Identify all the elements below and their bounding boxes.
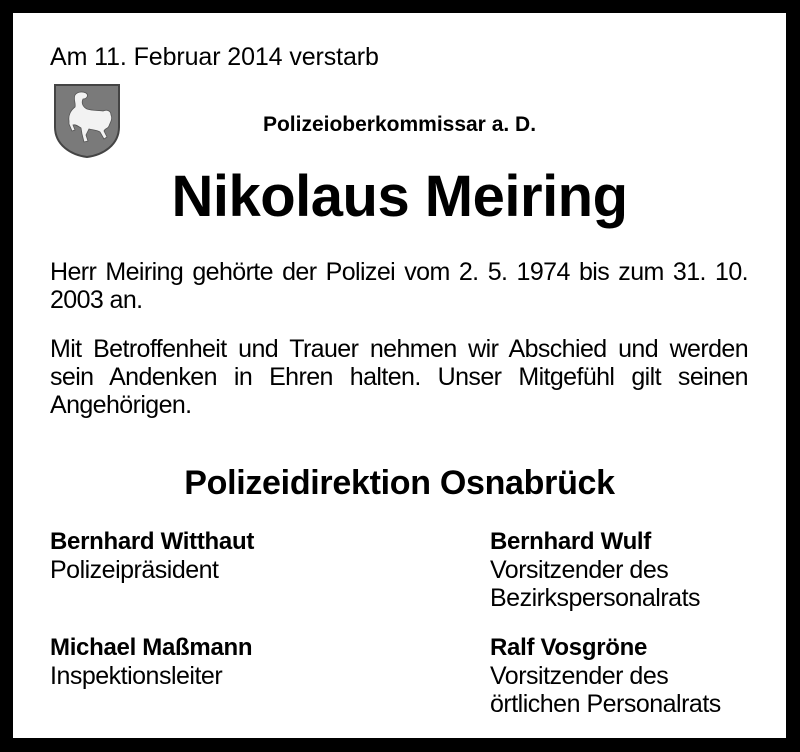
signatory-title: Polizeipräsident <box>50 556 219 584</box>
signatory <box>50 528 254 584</box>
signatory-name: Bernhard Wulf <box>490 528 651 555</box>
signatory-name: Ralf Vosgröne <box>490 634 648 661</box>
signatory-title: Vorsitzender des <box>490 556 669 584</box>
deceased-name: Nikolaus Meiring <box>171 164 628 229</box>
death-date-intro: Am 11. Februar 2014 verstarb <box>50 43 379 71</box>
signatory-name: Bernhard Witthaut <box>50 528 255 555</box>
signatory-name: Michael Maßmann <box>50 634 253 661</box>
signatory-title: örtlichen Personalrats <box>490 690 721 718</box>
obituary-notice <box>13 13 786 738</box>
rank-title: Polizeioberkommissar a. D. <box>262 113 537 136</box>
signatory <box>50 634 252 690</box>
signatory-title: Vorsitzender des <box>490 662 669 690</box>
condolence-paragraph: Mit Betroffenheit und Trauer nehmen wir Abschied und werden sein Andenken in Ehren halten. Unser Mitgefühl gilt seinen Angehörigen. <box>50 335 748 419</box>
signatory-title: Bezirkspersonalrats <box>490 584 701 612</box>
service-paragraph: Herr Meiring gehörte der Polizei vom 2. 5. 1974 bis zum 31. 10. 2003 an. <box>50 258 748 314</box>
signatory-title: Inspektionsleiter <box>50 662 223 690</box>
signatory <box>490 528 700 612</box>
signatory <box>490 634 721 718</box>
organization-name: Polizeidirektion Osnabrück <box>184 464 615 502</box>
